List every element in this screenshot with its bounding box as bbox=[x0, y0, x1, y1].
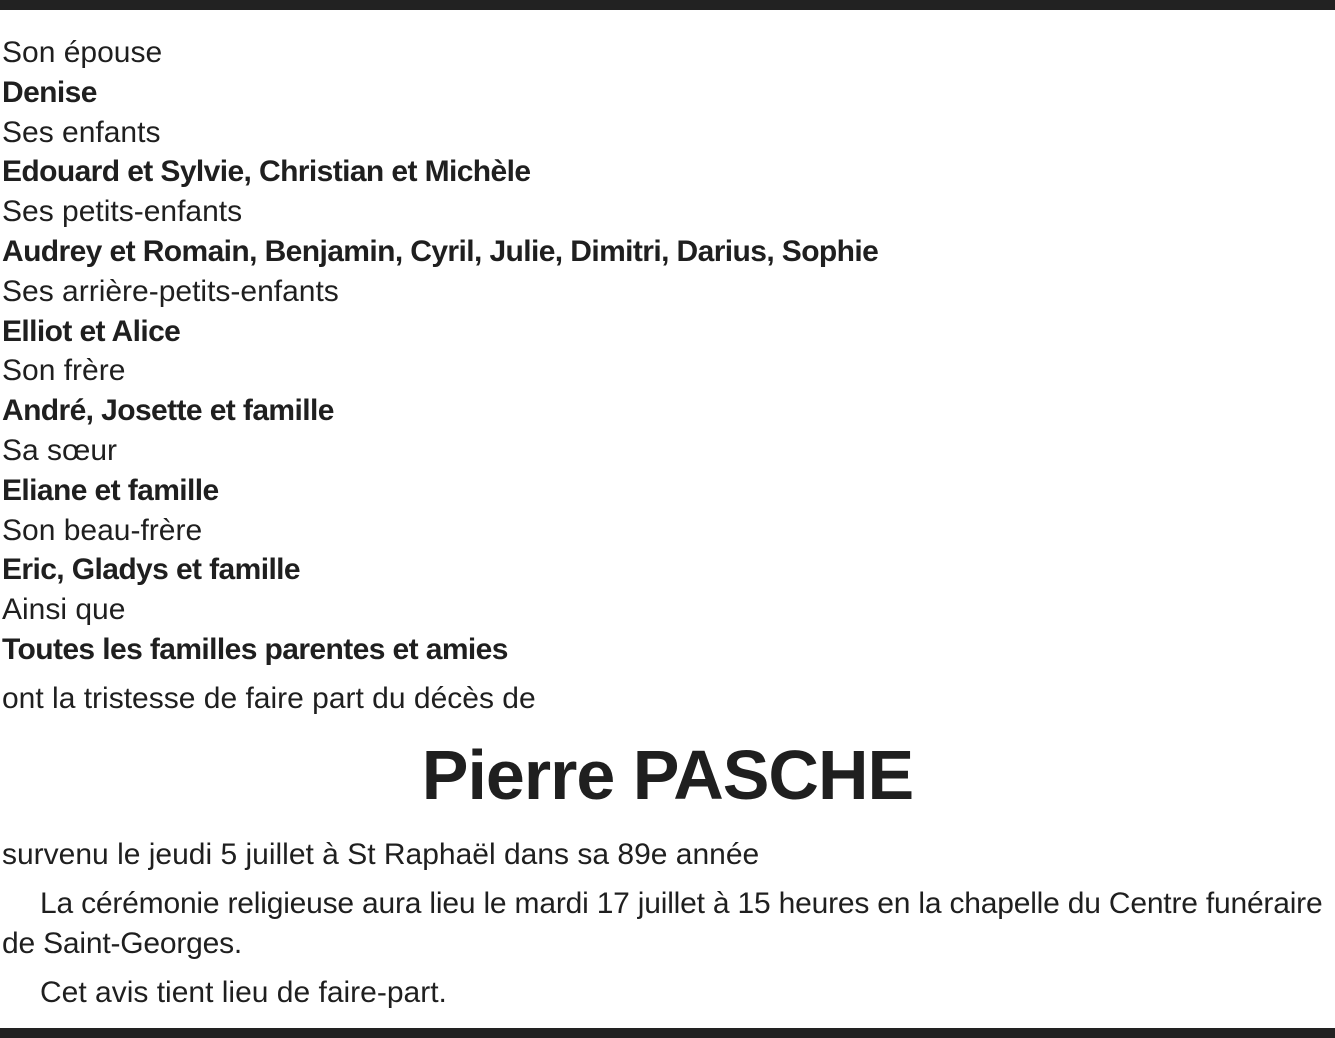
death-details: survenu le jeudi 5 juillet à St Raphaël dans sa 89e année bbox=[2, 838, 760, 871]
family-names-great-grandchildren: Elliot et Alice bbox=[2, 314, 181, 348]
family-role-also: Ainsi que bbox=[2, 593, 126, 627]
ceremony-details: La cérémonie religieuse aura lieu le mardi 17 juillet à 15 heures en la chapelle du Centre funéraire de Saint-Georges. bbox=[2, 887, 1323, 960]
family-names-brother-in-law: Eric, Gladys et famille bbox=[2, 553, 301, 587]
family-names-grandchildren: Audrey et Romain, Benjamin, Cyril, Julie, Dimitri, Darius, Sophie bbox=[2, 234, 879, 268]
family-role-sister: Sa sœur bbox=[2, 433, 118, 467]
family-names-also: Toutes les familles parentes et amies bbox=[2, 632, 508, 666]
bottom-border-rule bbox=[0, 1028, 1335, 1038]
family-names-brother: André, Josette et famille bbox=[2, 394, 334, 428]
deceased-name: Pierre PASCHE bbox=[421, 736, 914, 814]
family-list bbox=[2, 33, 1332, 670]
family-names-sister: Eliane et famille bbox=[2, 473, 219, 507]
family-role-spouse: Son épouse bbox=[2, 36, 163, 69]
family-role-grandchildren: Ses petits-enfants bbox=[2, 195, 243, 229]
family-names-children: Edouard et Sylvie, Christian et Michèle bbox=[2, 155, 531, 189]
family-names-spouse: Denise bbox=[2, 75, 97, 109]
family-role-children: Ses enfants bbox=[2, 115, 161, 149]
notice-text: Cet avis tient lieu de faire-part. bbox=[40, 976, 447, 1009]
top-border-rule bbox=[0, 0, 1335, 10]
announcement-intro: ont la tristesse de faire part du décès de bbox=[2, 682, 536, 715]
family-role-great-grandchildren: Ses arrière-petits-enfants bbox=[2, 274, 339, 308]
family-role-brother: Son frère bbox=[2, 354, 126, 388]
family-role-brother-in-law: Son beau-frère bbox=[2, 513, 203, 547]
